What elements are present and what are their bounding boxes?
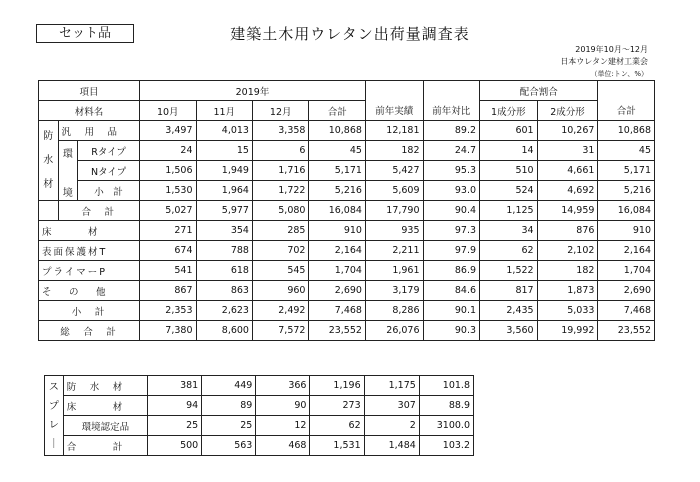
table-row: 小 計 2,353 2,623 2,492 7,468 8,286 90.1 2,435 5,033 7,468: [39, 301, 655, 321]
table-cell: 34: [480, 221, 538, 241]
table-cell: 601: [480, 121, 538, 141]
table-cell: 2,690: [309, 281, 365, 301]
table-cell: 1,484: [364, 436, 419, 456]
table-cell: 1,964: [196, 181, 252, 201]
group-year-header: 2019年: [140, 81, 366, 101]
unit-label: （単位:トン、%）: [590, 70, 648, 78]
table-cell: 2: [364, 416, 419, 436]
table-cell: 5,171: [309, 161, 365, 181]
period-label: 2019年10月～12月: [575, 45, 648, 54]
table-cell: 2,164: [598, 241, 655, 261]
col-nov: 11月: [196, 101, 252, 121]
col-prev-year: 前年実績: [365, 101, 423, 121]
spray-table: [44, 375, 474, 456]
col-one-part: 1成分形: [480, 101, 538, 121]
table-cell: 23,552: [309, 321, 365, 341]
table-cell: 960: [252, 281, 308, 301]
table-cell: 25: [148, 416, 202, 436]
table-cell: 510: [480, 161, 538, 181]
table-cell: 97.9: [423, 241, 479, 261]
table-cell: 6: [252, 141, 308, 161]
table-cell: 23,552: [598, 321, 655, 341]
table-cell: 90.4: [423, 201, 479, 221]
table-cell: 5,427: [365, 161, 423, 181]
organization-label: 日本ウレタン建材工業会: [560, 57, 648, 66]
table-row: Nタイプ 1,506 1,949 1,716 5,171 5,427 95.3 510 4,661 5,171: [39, 161, 655, 181]
table-cell: 7,572: [252, 321, 308, 341]
table-cell: 2,353: [140, 301, 196, 321]
table-row: プライマーP 541 618 545 1,704 1,961 86.9 1,522 182 1,704: [39, 261, 655, 281]
table-row: ス プ レ ｜ 防 水 材 381 449 366 1,196 1,175 101.8: [45, 376, 474, 396]
table-cell: 285: [252, 221, 308, 241]
table-cell: 45: [598, 141, 655, 161]
table-cell: 563: [202, 436, 256, 456]
table-cell: 26,076: [365, 321, 423, 341]
table-cell: 1,704: [309, 261, 365, 281]
table-cell: 4,661: [537, 161, 598, 181]
table-cell: 17,790: [365, 201, 423, 221]
table-row: 環境認定品 25 25 12 62 2 3100.0: [45, 416, 474, 436]
col-material: 材料名: [39, 101, 140, 121]
table-cell: 935: [365, 221, 423, 241]
table-cell: 95.3: [423, 161, 479, 181]
table-cell: 93.0: [423, 181, 479, 201]
table-cell: 10,868: [598, 121, 655, 141]
table-cell: 86.9: [423, 261, 479, 281]
table-cell: 90: [256, 396, 310, 416]
col-total: 合計: [309, 101, 365, 121]
table-cell: 89: [202, 396, 256, 416]
set-product-tag: セット品: [36, 24, 134, 43]
table-cell: 1,196: [310, 376, 364, 396]
table-cell: 10,267: [537, 121, 598, 141]
col-dec: 12月: [252, 101, 308, 121]
table-cell: 16,084: [598, 201, 655, 221]
table-cell: 2,164: [309, 241, 365, 261]
table-cell: 3,358: [252, 121, 308, 141]
table-row: 総 合 計 7,380 8,600 7,572 23,552 26,076 90.3 3,560 19,992 23,552: [39, 321, 655, 341]
table-cell: 3,497: [140, 121, 196, 141]
table-cell: 101.8: [419, 376, 473, 396]
table-cell: 90.1: [423, 301, 479, 321]
table-cell: 2,623: [196, 301, 252, 321]
group-ratio-header: 配合割合: [480, 81, 598, 101]
table-row: 防 水 材 汎 用 品 3,497 4,013 3,358 10,868 12,181 89.2 601 10,267 10,868: [39, 121, 655, 141]
table-cell: 307: [364, 396, 419, 416]
table-cell: 19,992: [537, 321, 598, 341]
table-row: 床 材 271 354 285 910 935 97.3 34 876 910: [39, 221, 655, 241]
table-cell: 25: [202, 416, 256, 436]
table-cell: 468: [256, 436, 310, 456]
table-row: 合 計 500 563 468 1,531 1,484 103.2: [45, 436, 474, 456]
table-cell: 8,286: [365, 301, 423, 321]
table-cell: 2,690: [598, 281, 655, 301]
table-cell: 5,609: [365, 181, 423, 201]
table-cell: 31: [537, 141, 598, 161]
table-cell: 273: [310, 396, 364, 416]
col-ratio-total: 合計: [598, 101, 655, 121]
table-cell: 12,181: [365, 121, 423, 141]
table-cell: 5,216: [309, 181, 365, 201]
table-cell: 5,977: [196, 201, 252, 221]
table-cell: 1,531: [310, 436, 364, 456]
table-row: 床 材 94 89 90 273 307 88.9: [45, 396, 474, 416]
table-row: 合 計 5,027 5,977 5,080 16,084 17,790 90.4 1,125 14,959 16,084: [39, 201, 655, 221]
table-cell: 1,722: [252, 181, 308, 201]
table-cell: 5,080: [252, 201, 308, 221]
page-title: 建築土木用ウレタン出荷量調査表: [230, 25, 470, 43]
table-cell: 354: [196, 221, 252, 241]
table-cell: 4,692: [537, 181, 598, 201]
table-cell: 618: [196, 261, 252, 281]
table-cell: 2,102: [537, 241, 598, 261]
table-cell: 545: [252, 261, 308, 281]
table-cell: 7,380: [140, 321, 196, 341]
table-cell: 1,961: [365, 261, 423, 281]
table-cell: 8,600: [196, 321, 252, 341]
table-cell: 910: [598, 221, 655, 241]
col-two-part: 2成分形: [537, 101, 598, 121]
table-cell: 97.3: [423, 221, 479, 241]
table-cell: 449: [202, 376, 256, 396]
table-cell: 88.9: [419, 396, 473, 416]
group-item-header: 項目: [39, 81, 140, 101]
table-cell: 1,704: [598, 261, 655, 281]
waterproof-side-label: 防 水 材: [39, 121, 59, 201]
group-header-row: [39, 81, 655, 101]
shipment-table: [38, 80, 655, 341]
table-cell: 24.7: [423, 141, 479, 161]
table-cell: 1,716: [252, 161, 308, 181]
table-cell: 84.6: [423, 281, 479, 301]
table-cell: 7,468: [309, 301, 365, 321]
table-cell: 94: [148, 396, 202, 416]
table-cell: 5,216: [598, 181, 655, 201]
table-cell: 3100.0: [419, 416, 473, 436]
table-cell: 14: [480, 141, 538, 161]
table-cell: 1,125: [480, 201, 538, 221]
table-cell: 2,492: [252, 301, 308, 321]
table-row: 環 境 Rタイプ 24 15 6 45 182 24.7 14 31 45: [39, 141, 655, 161]
table-cell: 10,868: [309, 121, 365, 141]
table-cell: 62: [480, 241, 538, 261]
table-cell: 90.3: [423, 321, 479, 341]
table-cell: 182: [537, 261, 598, 281]
column-header-row: [39, 101, 655, 121]
table-cell: 817: [480, 281, 538, 301]
col-oct: 10月: [140, 101, 196, 121]
table-cell: 5,171: [598, 161, 655, 181]
table-cell: 103.2: [419, 436, 473, 456]
table-cell: 500: [148, 436, 202, 456]
table-cell: 702: [252, 241, 308, 261]
table-cell: 867: [140, 281, 196, 301]
table-cell: 14,959: [537, 201, 598, 221]
table-cell: 1,949: [196, 161, 252, 181]
table-cell: 5,033: [537, 301, 598, 321]
table-cell: 381: [148, 376, 202, 396]
table-cell: 5,027: [140, 201, 196, 221]
table-cell: 3,179: [365, 281, 423, 301]
table-cell: 182: [365, 141, 423, 161]
table-cell: 876: [537, 221, 598, 241]
table-cell: 910: [309, 221, 365, 241]
table-cell: 366: [256, 376, 310, 396]
table-cell: 541: [140, 261, 196, 281]
table-cell: 2,435: [480, 301, 538, 321]
table-cell: 4,013: [196, 121, 252, 141]
table-cell: 524: [480, 181, 538, 201]
table-cell: 12: [256, 416, 310, 436]
table-cell: 271: [140, 221, 196, 241]
table-cell: 1,175: [364, 376, 419, 396]
table-cell: 1,530: [140, 181, 196, 201]
table-row: そ の 他 867 863 960 2,690 3,179 84.6 817 1,873 2,690: [39, 281, 655, 301]
env-side-label: 環 境: [58, 141, 78, 201]
table-cell: 62: [310, 416, 364, 436]
table-cell: 24: [140, 141, 196, 161]
table-cell: 7,468: [598, 301, 655, 321]
table-cell: 16,084: [309, 201, 365, 221]
table-cell: 3,560: [480, 321, 538, 341]
table-cell: 45: [309, 141, 365, 161]
table-row: 小 計 1,530 1,964 1,722 5,216 5,609 93.0 524 4,692 5,216: [39, 181, 655, 201]
table-cell: 1,506: [140, 161, 196, 181]
spray-side-label: ス プ レ ｜: [45, 376, 64, 456]
table-cell: 89.2: [423, 121, 479, 141]
table-cell: 2,211: [365, 241, 423, 261]
table-cell: 1,522: [480, 261, 538, 281]
table-cell: 863: [196, 281, 252, 301]
table-cell: 788: [196, 241, 252, 261]
col-yoy: 前年対比: [423, 101, 479, 121]
table-cell: 1,873: [537, 281, 598, 301]
table-cell: 15: [196, 141, 252, 161]
table-row: 表面保護材T 674 788 702 2,164 2,211 97.9 62 2,102 2,164: [39, 241, 655, 261]
table-cell: 674: [140, 241, 196, 261]
